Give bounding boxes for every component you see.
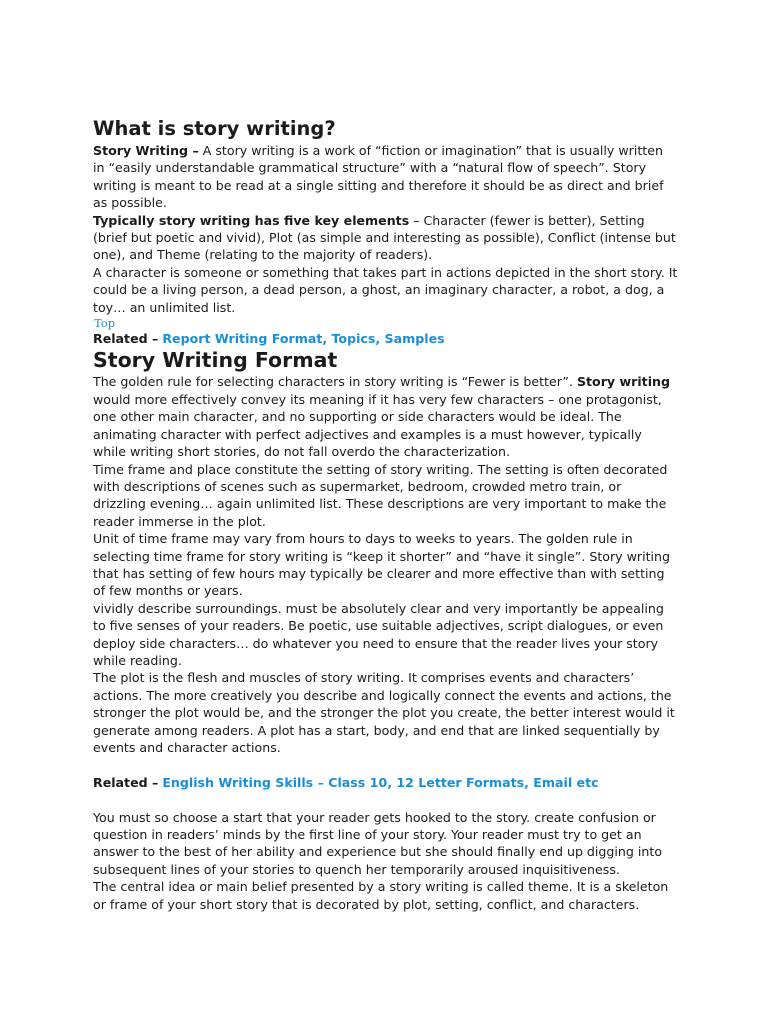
paragraph-key-elements <box>93 212 678 264</box>
english-writing-skills-link[interactable]: English Writing Skills – Class 10, 12 Letter Formats, Email etc <box>162 774 599 790</box>
related-english-writing <box>93 774 678 791</box>
characters-rule-text-a: The golden rule for selecting characters in story writing is “Fewer is better”. <box>93 374 577 390</box>
paragraph-plot: The plot is the flesh and muscles of story writing. It comprises events and characters’ actions. The more creatively you describe and logically connect the events and actions, the stronger the plot would be, and the stronger the plot you create, the better interest would it generate among readers. A plot has a start, body, and end that are linked sequentially by events and character actions. <box>93 670 675 755</box>
term-story-writing-inline: Story writing <box>576 374 670 390</box>
paragraph-theme: The central idea or main belief presented by a story writing is called theme. It is a skeleton or frame of your short story that is decorated by plot, setting, conflict, and characters. <box>93 879 669 912</box>
paragraph-characters-rule <box>93 373 678 460</box>
paragraph-start: You must so choose a start that your reader gets hooked to the story. create confusion or question in readers’ minds by the first line of your story. Your reader must try to get an answer to the best of her ability and experience but she should finally end up digging into subsequent lines of your stories to quench her temporarily aroused inquisitiveness. <box>93 809 663 877</box>
paragraph-surroundings: vividly describe surroundings. must be absolutely clear and very importantly be appealing to five senses of your readers. Be poetic, use suitable adjectives, script dialogues, or even deploy side characters… do whatever you need to ensure that the reader lives your story while reading. <box>93 600 664 668</box>
paragraph-setting: Time frame and place constitute the setting of story writing. The setting is often decorated with descriptions of scenes such as supermarket, bedroom, crowded metro train, or drizzling evening… again unlimited list. These descriptions are very important to make the reader immerse in the plot. <box>93 461 668 529</box>
characters-rule-text-b: would more effectively convey its meaning if it has very few characters – one protagonist, one other main character, and no supporting or side characters would be ideal. The animating character with perfect adjectives and examples is a must however, typically while writing short stories, do not fall overdo the characterization. <box>93 391 662 460</box>
related-label: Related – <box>93 774 159 790</box>
heading-story-writing-format: Story Writing Format <box>93 348 338 373</box>
spacer <box>93 756 678 773</box>
report-writing-link[interactable]: Report Writing Format, Topics, Samples <box>162 331 445 347</box>
term-story-writing: Story Writing – <box>93 143 199 158</box>
spacer <box>93 791 678 808</box>
heading-what-is-story-writing: What is story writing? <box>93 117 336 140</box>
term-key-elements: Typically story writing has five key elements <box>93 212 410 228</box>
paragraph-definition <box>93 142 678 212</box>
paragraph-time-frame: Unit of time frame may vary from hours to days to weeks to years. The golden rule in selecting time frame for story writing is “keep it shorter” and “have it single”. Story writing that has setting of few hours may typically be clearer and more effective than with setting of few months or years. <box>93 531 671 599</box>
related-report-writing <box>93 330 678 347</box>
definition-text: A story writing is a work of “fiction or imagination” that is usually written in “easily understandable grammatical structure” with a “natural flow of speech”. Story writing is meant to be read at a single sitting and therefore it should be as direct and brief as possible. <box>93 143 664 211</box>
related-label: Related – <box>93 331 159 347</box>
top-link[interactable]: Top <box>94 316 116 331</box>
key-elements-text: – Character (fewer is better), Setting (brief but poetic and vivid), Plot (as simple and interesting as possible), Conflict (intense but one), and Theme (relating to the majority of readers). <box>93 212 676 263</box>
paragraph-character: A character is someone or something that takes part in actions depicted in the short story. It could be a living person, a dead person, a ghost, an imaginary character, a robot, a dog, a toy… an unlimited list. <box>93 264 678 315</box>
